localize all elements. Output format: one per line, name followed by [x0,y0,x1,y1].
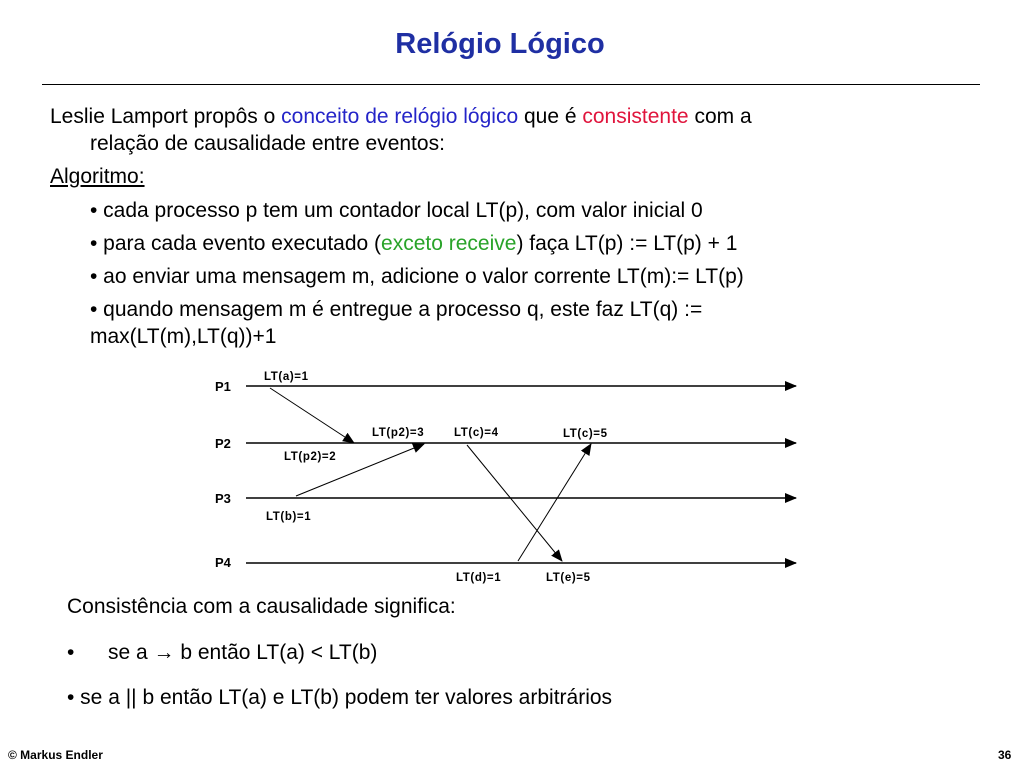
clock-label-b: LT(b)=1 [266,511,312,523]
process-label-p2: P2 [215,436,231,451]
process-label-p1: P1 [215,379,231,394]
footer-page-number: 36 [998,748,1012,762]
message-p4-to-p2 [518,444,591,561]
intro-highlight-concept: conceito de relógio lógico [281,105,519,128]
clock-label-p2-2: LT(p2)=2 [284,451,337,463]
footer-author: © Markus Endler [8,748,103,762]
intro-text-1: Leslie Lamport propôs o [50,105,282,128]
message-p2-to-p4 [467,445,562,561]
algorithm-bullet-1: • cada processo p tem um contador local LT(p), com valor inicial 0 [90,199,703,222]
process-label-p3: P3 [215,491,231,506]
consistency-heading: Consistência com a causalidade significa: [67,595,456,618]
algorithm-bullet-4-line-1: • quando mensagem m é entregue a processo q, este faz LT(q) := [90,298,703,321]
intro-text-2: que é [518,105,583,128]
process-label-p4: P4 [215,555,231,570]
algorithm-bullet-2-exception: exceto receive [381,232,517,255]
clock-label-c-4: LT(c)=4 [454,427,499,439]
algorithm-bullet-2-text-b: ) faça LT(p) := LT(p) + 1 [516,232,738,255]
clock-label-d: LT(d)=1 [456,572,502,584]
consistency-rule-2: • se a || b então LT(a) e LT(b) podem ter valores arbitrários [67,686,613,709]
message-p1-to-p2 [270,388,354,443]
consistency-rule-1: se a → b então LT(a) < LT(b) [108,641,378,664]
clock-label-a: LT(a)=1 [264,371,309,383]
intro-highlight-consistent: consistente [582,105,689,128]
algorithm-bullet-2-text-a: • para cada evento executado ( [90,232,382,255]
clock-label-c-5: LT(c)=5 [563,428,608,440]
algorithm-bullet-4-line-2: max(LT(m),LT(q))+1 [90,325,277,348]
clock-label-e: LT(e)=5 [546,572,591,584]
slide-title: Relógio Lógico [395,28,605,60]
intro-line-2: relação de causalidade entre eventos: [90,132,445,155]
algorithm-heading: Algoritmo: [50,165,145,188]
consistency-bullet-mark: • [67,641,75,664]
algorithm-bullet-3: • ao enviar uma mensagem m, adicione o valor corrente LT(m):= LT(p) [90,265,744,288]
clock-label-p2-3: LT(p2)=3 [372,427,425,439]
intro-text-3: com a [688,105,752,128]
